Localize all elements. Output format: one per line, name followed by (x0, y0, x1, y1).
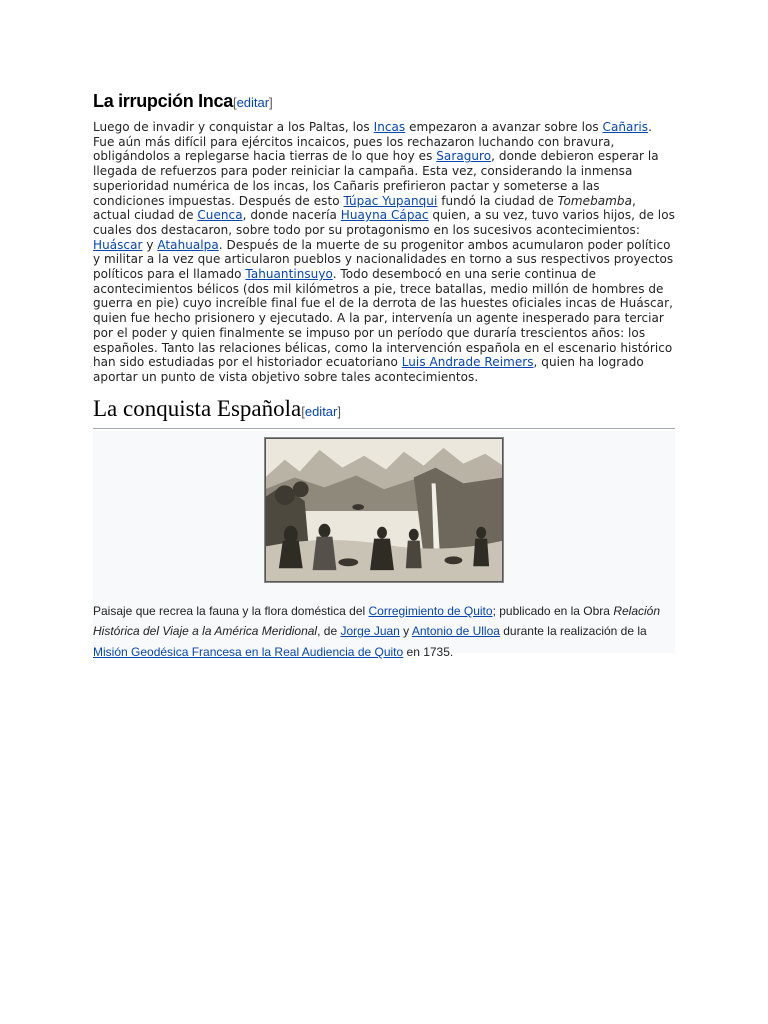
paragraph-inca (93, 120, 675, 385)
text-run: y (142, 237, 158, 252)
wiki-link[interactable]: Misión Geodésica Francesa en la Real Audiencia de Quito (93, 644, 404, 659)
wiki-link[interactable]: Huayna Cápac (340, 208, 429, 223)
section-heading-inca (93, 88, 675, 116)
wiki-link[interactable]: Corregimiento de Quito (368, 603, 493, 618)
italic-text: Relación Histórica del Viaje a la América Meridional (93, 603, 661, 639)
text-run: , donde debieron esperar la llegada de refuerzos para poder reiniciar la campaña. Esta vez, considerando la inmensa superioridad numérica de los incas, los Cañaris prefirieron pactar y someterse a las condiciones impuestas. Después de esto (93, 149, 659, 208)
text-run: empezaron a avanzar sobre los (405, 120, 603, 134)
edit-section-link[interactable]: editar (236, 95, 270, 110)
wiki-link[interactable]: Jorge Juan (340, 624, 400, 639)
wiki-link[interactable]: Saraguro (436, 149, 492, 164)
wiki-link[interactable]: Tahuantinsuyo (245, 267, 333, 282)
wiki-link[interactable]: Huáscar (93, 237, 143, 252)
text-run: . Fue aún más difícil para ejércitos incaicos, pues los rechazaron luchando con bravura, obligándolos a replegarse hacia tierras de lo que hoy es (93, 120, 652, 164)
section-heading-conquista (93, 395, 675, 429)
text-run: , actual ciudad de (93, 193, 636, 223)
engraving-image[interactable] (264, 437, 504, 583)
article-content (93, 88, 675, 659)
wiki-link[interactable]: Cañaris (602, 120, 649, 134)
text-run: . Después de la muerte de su progenitor ambos acumularon poder político y militar a la vez que articularon pueblos y nacionalidades en torno a sus respectivos proyectos políticos para el llamado (93, 237, 674, 282)
wiki-link[interactable]: Túpac Yupanqui (343, 193, 438, 208)
text-run: , de (317, 624, 341, 639)
text-run: ; publicado en la Obra (492, 603, 614, 618)
text-run: y (399, 624, 412, 639)
text-run: Paisaje que recrea la fauna y la flora doméstica del (93, 603, 369, 618)
wiki-link[interactable]: Antonio de Ulloa (411, 624, 500, 639)
section-title: La conquista Española (93, 395, 302, 421)
figure-thumbnail (93, 431, 675, 659)
text-run: . Todo desembocó en una serie continua de acontecimientos bélicos (dos mil kilómetros a pie, trece batallas, medio millón de hombres de guerra en pie) cuyo increíble final fue el de la derrota de las huestes oficiales incas de Huáscar, quien fue hecho prisionero y ejecutado. A la par, intervenía un agente inesperado para terciar por el poder y quien finalmente se impuso por un período que duraría trescientos años: los españoles. Tanto las relaciones bélicas, como la intervención española en el escenario histórico han sido estudiadas por el historiador ecuatoriano (93, 267, 673, 370)
text-run: fundó la ciudad de (437, 193, 558, 208)
wiki-link[interactable]: Atahualpa (157, 237, 219, 252)
edit-section-link-wrapper: [editar] (301, 403, 341, 419)
text-run: durante la realización de la (499, 624, 647, 639)
text-run: , donde nacería (242, 208, 341, 223)
edit-section-link-wrapper: [editar] (232, 95, 273, 110)
section-title: La irrupción Inca (93, 91, 233, 111)
edit-section-link[interactable]: editar (304, 403, 338, 419)
text-run: en 1735. (403, 644, 454, 659)
wiki-link[interactable]: Cuenca (197, 208, 243, 223)
text-run: , quien ha logrado aportar un punto de vista objetivo sobre tales acontecimientos. (93, 355, 644, 384)
figure-caption (93, 601, 675, 663)
wiki-link[interactable]: Luis Andrade Reimers (401, 355, 534, 370)
text-run: quien, a su vez, tuvo varios hijos, de los cuales dos destacaron, sobre todo por su protagonismo en los sucesivos acontecimientos: (93, 208, 675, 237)
text-run: Luego de invadir y conquistar a los Paltas, los (93, 120, 374, 134)
wiki-link[interactable]: Incas (373, 120, 406, 134)
italic-text: Tomebamba (557, 193, 632, 208)
